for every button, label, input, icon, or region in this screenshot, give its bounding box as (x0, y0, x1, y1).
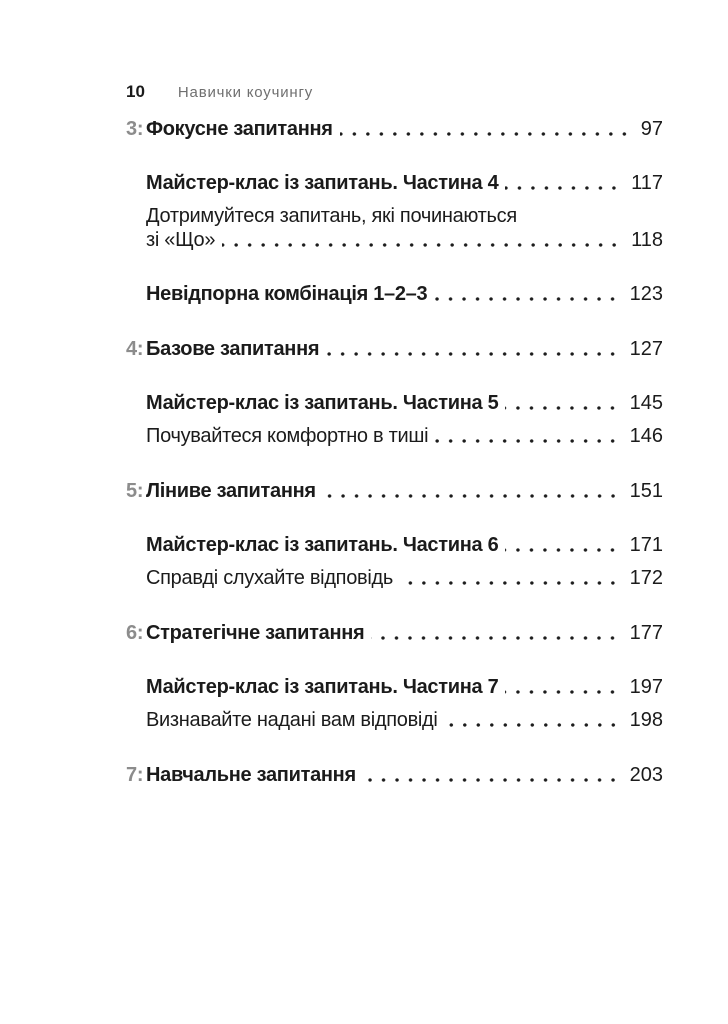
entry-page-number: 177 (629, 622, 663, 644)
entry-page-number: 118 (631, 229, 663, 251)
running-title: Навички коучингу (177, 84, 314, 101)
chapter-number: 3: (126, 118, 144, 140)
entry-last-line (146, 675, 663, 699)
entry-title: Майстер-клас із запитань. Частина 6 (146, 534, 499, 556)
entry-last-line (146, 533, 663, 557)
toc-chapter-entry (126, 479, 663, 503)
toc-sub-entry (126, 675, 663, 699)
dot-leader (222, 228, 621, 252)
entry-last-line (146, 424, 663, 448)
toc-chapter-entry (126, 337, 663, 361)
dot-leader (445, 708, 620, 732)
chapter-number: 4: (126, 338, 144, 360)
dot-leader (505, 533, 619, 557)
entry-title: зі «Що» (146, 229, 216, 251)
toc-chapter-entry (126, 763, 663, 787)
chapter-number: 5: (126, 480, 144, 502)
entry-last-line (146, 763, 663, 787)
dot-leader (371, 621, 619, 645)
entry-title: Навчальне запитання (146, 764, 356, 786)
entry-title: Стратегічне запитання (146, 622, 365, 644)
entry-title: Базове запитання (146, 338, 320, 360)
entry-page-number: 117 (631, 172, 663, 194)
entry-last-line (146, 391, 663, 415)
entry-page-number: 127 (629, 338, 663, 360)
dot-leader (505, 675, 619, 699)
entry-last-line (146, 282, 663, 306)
entry-title: Майстер-клас із запитань. Частина 4 (146, 172, 499, 194)
entry-page-number: 171 (629, 534, 663, 556)
entry-last-line (146, 171, 663, 195)
entry-title: Майстер-клас із запитань. Частина 5 (146, 392, 499, 414)
entry-last-line (146, 708, 663, 732)
entry-last-line (146, 621, 663, 645)
entry-title-line1: Дотримуйтеся запитань, які починаються (146, 205, 517, 227)
dot-leader (363, 763, 620, 787)
dot-leader (326, 337, 619, 361)
entry-page-number: 151 (629, 480, 663, 502)
entry-last-line (146, 117, 663, 141)
entry-page-number: 145 (629, 392, 663, 414)
entry-page-number: 197 (629, 676, 663, 698)
entry-title: Почувайтеся комфортно в тиші (146, 425, 429, 447)
page-header (126, 82, 313, 102)
entry-page-number: 198 (629, 709, 663, 731)
chapter-number: 7: (126, 764, 144, 786)
entry-last-line (146, 566, 663, 590)
entry-last-line (146, 228, 663, 252)
toc-sub-entry (126, 533, 663, 557)
dot-leader (323, 479, 620, 503)
entry-page-number: 97 (640, 118, 663, 140)
dot-leader (340, 117, 631, 141)
chapter-number: 6: (126, 622, 144, 644)
dot-leader (434, 282, 619, 306)
entry-title: Ліниве запитання (146, 480, 316, 502)
toc-list (126, 117, 663, 787)
toc-sub-entry (126, 708, 663, 732)
entry-page-number: 146 (629, 425, 663, 447)
toc-sub-entry (126, 204, 663, 252)
entry-title: Невідпорна комбінація 1–2–3 (146, 283, 428, 305)
entry-title: Справді слухайте відповідь (146, 567, 393, 589)
entry-title: Фокусне запитання (146, 118, 333, 140)
entry-title: Майстер-клас із запитань. Частина 7 (146, 676, 499, 698)
entry-last-line (146, 337, 663, 361)
toc-chapter-entry (126, 117, 663, 141)
dot-leader (400, 566, 620, 590)
toc-chapter-entry (126, 621, 663, 645)
page-number: 10 (126, 82, 145, 101)
toc-sub-entry (126, 566, 663, 590)
toc-sub-entry (126, 171, 663, 195)
dot-leader (505, 391, 619, 415)
entry-page-number: 123 (629, 283, 663, 305)
entry-page-number: 172 (629, 567, 663, 589)
entry-page-number: 203 (629, 764, 663, 786)
toc-sub-entry (126, 282, 663, 306)
dot-leader (505, 171, 621, 195)
dot-leader (435, 424, 619, 448)
toc-sub-entry (126, 424, 663, 448)
entry-last-line (146, 479, 663, 503)
toc-sub-entry (126, 391, 663, 415)
entry-title: Визнавайте надані вам відповіді (146, 709, 438, 731)
